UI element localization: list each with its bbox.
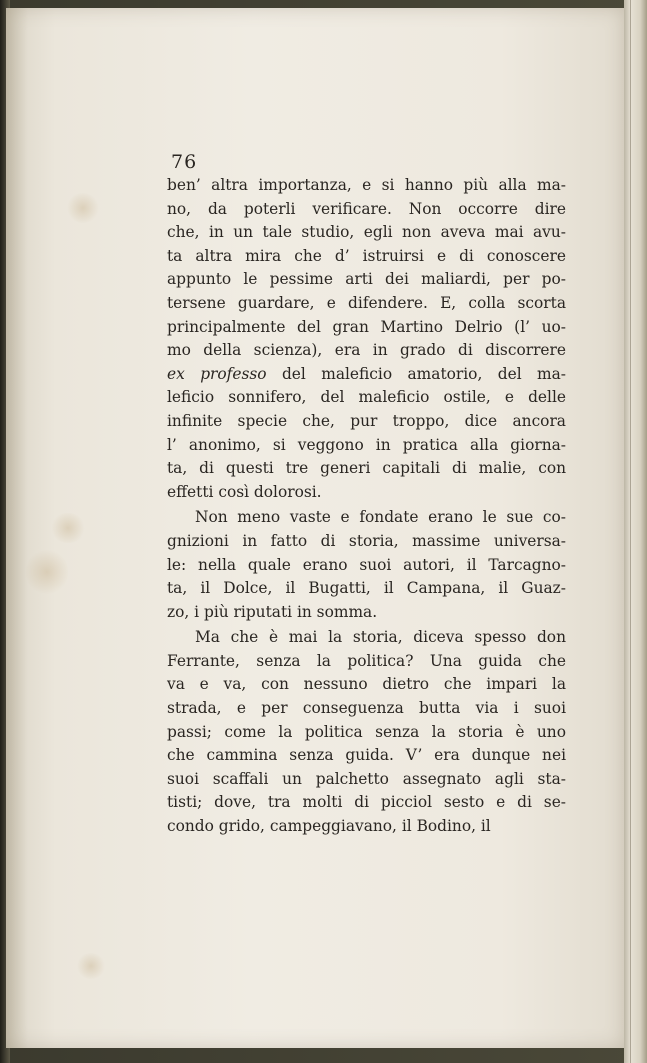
text-line: che, in un tale studio, egli non aveva mai avu- <box>167 223 566 242</box>
text-line: ta altra mira che d’ istruirsi e di conoscere <box>167 246 566 265</box>
text-line: strada, e per conseguenza butta via i suoi <box>167 699 566 718</box>
text-line: suoi scaffali un palchetto assegnato agli sta- <box>167 769 566 788</box>
foxing-stain <box>76 953 106 979</box>
text-line: appunto le pessime arti dei maliardi, per po- <box>167 270 566 289</box>
foxing-stain <box>50 513 86 543</box>
text-line: no, da poterli verificare. Non occorre dire <box>167 199 566 218</box>
text-line: ben’ altra importanza, e si hanno più alla ma- <box>167 176 566 194</box>
text-line: leficio sonnifero, del maleficio ostile, e delle <box>167 388 566 407</box>
text-line: va e va, con nessuno dietro che impari la <box>167 675 566 694</box>
foxing-stain <box>26 548 68 596</box>
italic-phrase: ex professo <box>167 364 267 383</box>
page-text <box>167 152 566 839</box>
text-line: ta, di questi tre generi capitali di malie, con <box>167 459 566 478</box>
text-line: ex professo del maleficio amatorio, del ma- <box>167 364 567 383</box>
text-line: infinite specie che, pur troppo, dice ancora <box>167 411 566 430</box>
text-line: l’ anonimo, si veggono in pratica alla giorna- <box>167 435 566 454</box>
text-line: effetti così dolorosi. <box>167 482 322 501</box>
text-line: principalmente del gran Martino Delrio (l’ uo- <box>167 317 566 336</box>
text-line: condo grido, campeggiavano, il Bodino, il <box>167 817 491 836</box>
text-line: gnizioni in fatto di storia, massime universa- <box>167 531 566 550</box>
text-line: Ferrante, senza la politica? Una guida che <box>167 651 566 670</box>
text-line: zo, i più riputati in somma. <box>167 602 378 621</box>
page-number: 76 <box>171 151 198 173</box>
next-page-edge <box>624 0 647 1063</box>
text-line: Non meno vaste e fondate erano le sue co- <box>195 508 566 527</box>
text-line: tisti; dove, tra molti di picciol sesto e di se- <box>167 793 566 812</box>
text-line: ta, il Dolce, il Bugatti, il Campana, il Guaz- <box>167 579 566 598</box>
text-line: che cammina senza guida. V’ era dunque nei <box>167 746 566 765</box>
text-line: mo della scienza), era in grado di discorrere <box>167 341 566 360</box>
text-line: tersene guardare, e difendere. E, colla scorta <box>167 293 566 312</box>
text-line: Ma che è mai la storia, diceva spesso don <box>195 628 566 647</box>
text-line: le: nella quale erano suoi autori, il Tarcagno- <box>167 555 566 574</box>
text-line: passi; come la politica senza la storia è uno <box>167 722 566 741</box>
foxing-stain <box>66 193 100 223</box>
